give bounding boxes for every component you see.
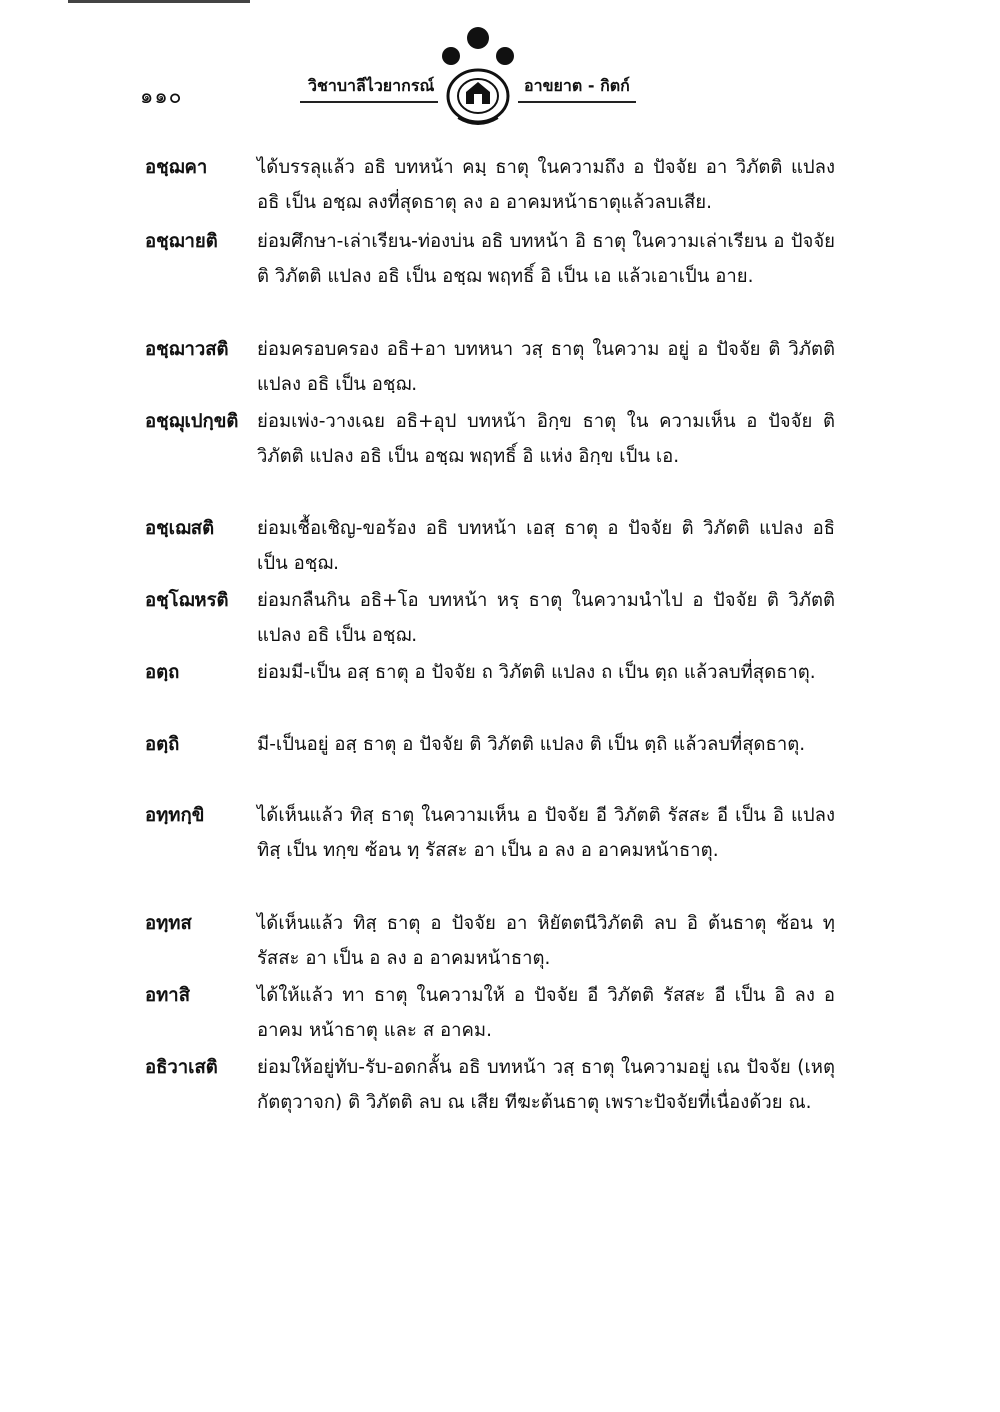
entry-definition: ย่อมเชื้อเชิญ-ขอร้อง อธิ บทหน้า เอสฺ ธาตุ อ ปัจจัย ติ วิภัตติ แปลง อธิ เป็น อชฺฌ. [257,518,835,574]
entry-term: อชฺฌคา [145,157,208,178]
dictionary-entry [145,404,835,474]
entry-definition: ย่อมให้อยู่ทับ-รับ-อดกลั้น อธิ บทหน้า วสฺ ธาตุ ในความอยู่ เณ ปัจจัย (เหตุกัตตุวาจก) ติ วิภัตติ ลบ ณ เสีย ทีฆะต้นธาตุ เพราะปัจจัยที่เนื่องด้วย ณ. [257,1057,835,1113]
header-right-rule [518,101,636,103]
entry-term: อทาสิ [145,985,190,1006]
dictionary-entry [145,583,835,653]
entry-term: อชฺฌายติ [145,231,218,252]
dictionary-entry [145,978,835,1048]
entry-term: อธิวาเสติ [145,1057,218,1078]
dictionary-entry [145,150,835,220]
entry-definition: ได้เห็นแล้ว ทิสฺ ธาตุ ในความเห็น อ ปัจจัย อี วิภัตติ รัสสะ อี เป็น อิ แปลง ทิสฺ เป็น ทกฺข ซ้อน ทฺ รัสสะ อา เป็น อ ลง อ อาคมหน้าธาตุ. [257,805,835,861]
entry-definition: ได้เห็นแล้ว ทิสฺ ธาตุ อ ปัจจัย อา หิยัตตนีวิภัตติ ลบ อิ ต้นธาตุ ซ้อน ทฺ รัสสะ อา เป็น อ ลง อ อาคมหน้าธาตุ. [257,913,835,969]
entry-definition: ย่อมศึกษา-เล่าเรียน-ท่องบ่น อธิ บทหน้า อิ ธาตุ ในความเล่าเรียน อ ปัจจัย ติ วิภัตติ แปลง อธิ เป็น อชฺฌ พฤทธิ์ อิ เป็น เอ แล้วเอาเป็น อาย. [257,231,835,287]
dictionary-entry [145,1050,835,1120]
dictionary-entry [145,332,835,402]
dictionary-entry [145,655,835,690]
entry-definition: มี-เป็นอยู่ อสฺ ธาตุ อ ปัจจัย ติ วิภัตติ แปลง ติ เป็น ตฺถิ แล้วลบที่สุดธาตุ. [257,734,806,755]
dictionary-entry [145,798,835,868]
entry-definition: ได้ให้แล้ว ทา ธาตุ ในความให้ อ ปัจจัย อี วิภัตติ รัสสะ อี เป็น อิ ลง อ อาคม หน้าธาตุ และ ส อาคม. [257,985,835,1041]
entry-term: อทฺทส [145,913,192,934]
entry-definition: ย่อมมี-เป็น อสฺ ธาตุ อ ปัจจัย ถ วิภัตติ แปลง ถ เป็น ตฺถ แล้วลบที่สุดธาตุ. [257,662,816,683]
entry-term: อชฺเฌสติ [145,518,215,539]
header-left-rule [300,101,438,103]
entry-definition: ย่อมกลืนกิน อธิ+โอ บทหน้า หรฺ ธาตุ ในความนำไป อ ปัจจัย ติ วิภัตติ แปลง อธิ เป็น อชฺฌ. [257,590,835,646]
entry-definition: ได้บรรลุแล้ว อธิ บทหน้า คมฺ ธาตุ ในความถึง อ ปัจจัย อา วิภัตติ แปลง อธิ เป็น อชฺฌ ลงที่สุดธาตุ ลง อ อาคมหน้าธาตุแล้วลบเสีย. [257,157,835,213]
header-right-title: อาขยาต - กิตก์ [524,76,630,95]
entry-term: อตฺถ [145,662,180,683]
dictionary-entry [145,727,835,762]
entry-term: อชฺฌาวสติ [145,339,229,360]
entry-term: อชฺโฌหรติ [145,590,229,611]
page-number: ๑๑๐ [140,84,183,108]
entry-term: อชฺฌุเปกฺขติ [145,411,239,432]
entry-definition: ย่อมครอบครอง อธิ+อา บทหนา วสฺ ธาตุ ในความ อยู่ อ ปัจจัย ติ วิภัตติ แปลง อธิ เป็น อชฺฌ. [257,339,835,395]
entry-definition: ย่อมเพ่ง-วางเฉย อธิ+อุป บทหน้า อิกฺข ธาตุ ใน ความเห็น อ ปัจจัย ติ วิภัตติ แปลง อธิ เป็น อชฺฌ พฤทธิ์ อิ แห่ง อิกฺข เป็น เอ. [257,411,835,467]
emblem-logo-icon [436,22,520,134]
dictionary-entry [145,511,835,581]
entry-term: อตฺถิ [145,734,180,755]
header-left-title: วิชาบาลีไวยากรณ์ [308,76,435,95]
entry-term: อทฺทกฺขิ [145,805,205,826]
dictionary-entry [145,224,835,294]
dictionary-entry [145,906,835,976]
page-header [0,0,1000,140]
